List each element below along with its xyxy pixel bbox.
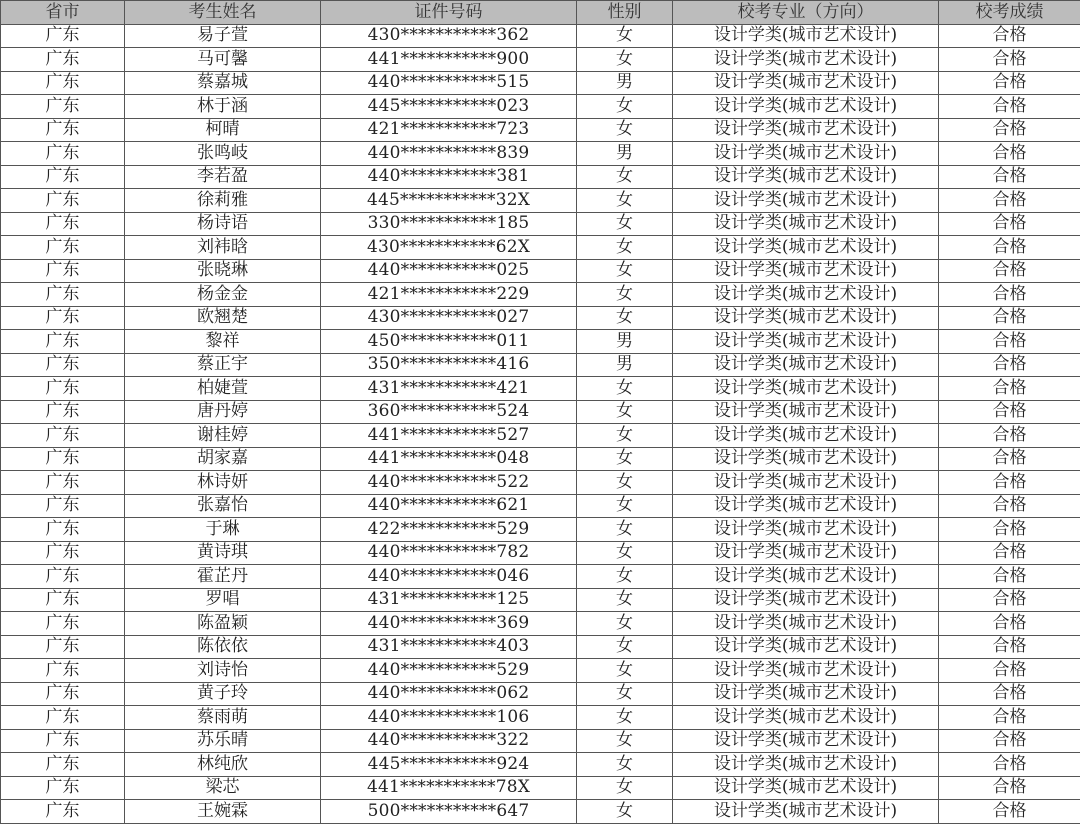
cell-name: 于琳: [125, 518, 321, 542]
cell-id-number: 440***********025: [321, 259, 577, 283]
table-row: [1, 424, 1080, 448]
cell-major: 设计学类(城市艺术设计): [673, 588, 939, 612]
cell-province: 广东: [1, 753, 125, 777]
cell-gender: 女: [577, 565, 673, 589]
cell-name: 陈盈颖: [125, 612, 321, 636]
cell-province: 广东: [1, 236, 125, 260]
cell-province: 广东: [1, 330, 125, 354]
cell-name: 易子萱: [125, 24, 321, 48]
cell-major: 设计学类(城市艺术设计): [673, 518, 939, 542]
cell-gender: 女: [577, 447, 673, 471]
cell-major: 设计学类(城市艺术设计): [673, 189, 939, 213]
table-row: [1, 518, 1080, 542]
cell-id-number: 440***********621: [321, 494, 577, 518]
header-name: 考生姓名: [125, 1, 321, 25]
cell-name: 林于涵: [125, 95, 321, 119]
cell-result: 合格: [939, 165, 1080, 189]
cell-id-number: 440***********782: [321, 541, 577, 565]
cell-province: 广东: [1, 400, 125, 424]
cell-province: 广东: [1, 283, 125, 307]
cell-province: 广东: [1, 306, 125, 330]
cell-result: 合格: [939, 377, 1080, 401]
cell-province: 广东: [1, 471, 125, 495]
cell-major: 设计学类(城市艺术设计): [673, 236, 939, 260]
cell-id-number: 440***********106: [321, 706, 577, 730]
cell-major: 设计学类(城市艺术设计): [673, 48, 939, 72]
table-row: [1, 447, 1080, 471]
cell-name: 陈依依: [125, 635, 321, 659]
table-row: [1, 95, 1080, 119]
table-row: [1, 541, 1080, 565]
cell-major: 设计学类(城市艺术设计): [673, 471, 939, 495]
cell-gender: 女: [577, 682, 673, 706]
cell-major: 设计学类(城市艺术设计): [673, 377, 939, 401]
cell-province: 广东: [1, 729, 125, 753]
cell-province: 广东: [1, 612, 125, 636]
cell-id-number: 440***********839: [321, 142, 577, 166]
cell-major: 设计学类(城市艺术设计): [673, 24, 939, 48]
cell-result: 合格: [939, 729, 1080, 753]
cell-id-number: 440***********369: [321, 612, 577, 636]
cell-id-number: 445***********924: [321, 753, 577, 777]
cell-name: 罗唱: [125, 588, 321, 612]
cell-province: 广东: [1, 259, 125, 283]
cell-id-number: 441***********048: [321, 447, 577, 471]
cell-id-number: 440***********522: [321, 471, 577, 495]
cell-gender: 女: [577, 165, 673, 189]
cell-province: 广东: [1, 424, 125, 448]
cell-major: 设计学类(城市艺术设计): [673, 259, 939, 283]
table-row: [1, 494, 1080, 518]
cell-province: 广东: [1, 494, 125, 518]
cell-result: 合格: [939, 659, 1080, 683]
cell-gender: 女: [577, 541, 673, 565]
cell-province: 广东: [1, 377, 125, 401]
cell-result: 合格: [939, 471, 1080, 495]
cell-result: 合格: [939, 400, 1080, 424]
cell-province: 广东: [1, 118, 125, 142]
cell-major: 设计学类(城市艺术设计): [673, 729, 939, 753]
cell-gender: 女: [577, 259, 673, 283]
table-row: [1, 259, 1080, 283]
table-row: [1, 729, 1080, 753]
cell-id-number: 445***********023: [321, 95, 577, 119]
cell-id-number: 431***********403: [321, 635, 577, 659]
cell-gender: 女: [577, 706, 673, 730]
cell-name: 王婉霖: [125, 800, 321, 824]
cell-name: 张晓琳: [125, 259, 321, 283]
cell-name: 柯晴: [125, 118, 321, 142]
table-row: [1, 776, 1080, 800]
cell-id-number: 431***********125: [321, 588, 577, 612]
cell-major: 设计学类(城市艺术设计): [673, 682, 939, 706]
cell-id-number: 440***********515: [321, 71, 577, 95]
cell-province: 广东: [1, 165, 125, 189]
cell-name: 黄诗琪: [125, 541, 321, 565]
cell-result: 合格: [939, 48, 1080, 72]
cell-name: 柏婕萱: [125, 377, 321, 401]
table-row: [1, 612, 1080, 636]
cell-name: 马可馨: [125, 48, 321, 72]
cell-name: 林诗妍: [125, 471, 321, 495]
cell-result: 合格: [939, 24, 1080, 48]
cell-gender: 女: [577, 283, 673, 307]
cell-result: 合格: [939, 189, 1080, 213]
cell-major: 设计学类(城市艺术设计): [673, 330, 939, 354]
table-row: [1, 753, 1080, 777]
cell-major: 设计学类(城市艺术设计): [673, 635, 939, 659]
cell-gender: 女: [577, 189, 673, 213]
cell-id-number: 440***********062: [321, 682, 577, 706]
cell-name: 刘诗怡: [125, 659, 321, 683]
table-row: [1, 588, 1080, 612]
cell-name: 蔡雨萌: [125, 706, 321, 730]
header-major: 校考专业（方向）: [673, 1, 939, 25]
cell-name: 欧翘楚: [125, 306, 321, 330]
cell-name: 唐丹婷: [125, 400, 321, 424]
cell-id-number: 431***********421: [321, 377, 577, 401]
cell-gender: 女: [577, 494, 673, 518]
cell-result: 合格: [939, 518, 1080, 542]
cell-id-number: 450***********011: [321, 330, 577, 354]
cell-gender: 男: [577, 142, 673, 166]
table-body: [1, 24, 1080, 823]
cell-id-number: 360***********524: [321, 400, 577, 424]
table-row: [1, 24, 1080, 48]
table-header: [1, 1, 1080, 25]
cell-gender: 女: [577, 118, 673, 142]
cell-major: 设计学类(城市艺术设计): [673, 565, 939, 589]
cell-result: 合格: [939, 706, 1080, 730]
cell-gender: 女: [577, 95, 673, 119]
cell-result: 合格: [939, 682, 1080, 706]
cell-result: 合格: [939, 776, 1080, 800]
cell-major: 设计学类(城市艺术设计): [673, 659, 939, 683]
cell-province: 广东: [1, 565, 125, 589]
cell-province: 广东: [1, 588, 125, 612]
table-row: [1, 330, 1080, 354]
cell-name: 刘袆晗: [125, 236, 321, 260]
cell-major: 设计学类(城市艺术设计): [673, 612, 939, 636]
cell-result: 合格: [939, 283, 1080, 307]
cell-name: 苏乐晴: [125, 729, 321, 753]
cell-gender: 女: [577, 306, 673, 330]
cell-gender: 男: [577, 71, 673, 95]
cell-province: 广东: [1, 635, 125, 659]
cell-result: 合格: [939, 424, 1080, 448]
cell-major: 设计学类(城市艺术设计): [673, 118, 939, 142]
cell-gender: 女: [577, 212, 673, 236]
cell-major: 设计学类(城市艺术设计): [673, 71, 939, 95]
cell-province: 广东: [1, 541, 125, 565]
cell-result: 合格: [939, 71, 1080, 95]
header-id-number: 证件号码: [321, 1, 577, 25]
cell-gender: 男: [577, 353, 673, 377]
cell-major: 设计学类(城市艺术设计): [673, 306, 939, 330]
cell-gender: 男: [577, 330, 673, 354]
cell-id-number: 421***********229: [321, 283, 577, 307]
cell-major: 设计学类(城市艺术设计): [673, 353, 939, 377]
cell-major: 设计学类(城市艺术设计): [673, 447, 939, 471]
cell-gender: 女: [577, 800, 673, 824]
cell-major: 设计学类(城市艺术设计): [673, 494, 939, 518]
table-row: [1, 306, 1080, 330]
cell-province: 广东: [1, 776, 125, 800]
header-row: [1, 1, 1080, 25]
cell-result: 合格: [939, 635, 1080, 659]
cell-province: 广东: [1, 682, 125, 706]
cell-result: 合格: [939, 612, 1080, 636]
table-row: [1, 471, 1080, 495]
cell-major: 设计学类(城市艺术设计): [673, 800, 939, 824]
cell-major: 设计学类(城市艺术设计): [673, 95, 939, 119]
cell-result: 合格: [939, 212, 1080, 236]
table-row: [1, 635, 1080, 659]
cell-result: 合格: [939, 142, 1080, 166]
cell-province: 广东: [1, 189, 125, 213]
cell-major: 设计学类(城市艺术设计): [673, 541, 939, 565]
cell-result: 合格: [939, 353, 1080, 377]
cell-result: 合格: [939, 753, 1080, 777]
cell-province: 广东: [1, 353, 125, 377]
cell-province: 广东: [1, 659, 125, 683]
cell-id-number: 350***********416: [321, 353, 577, 377]
cell-name: 黄子玲: [125, 682, 321, 706]
table-row: [1, 682, 1080, 706]
cell-major: 设计学类(城市艺术设计): [673, 706, 939, 730]
cell-province: 广东: [1, 212, 125, 236]
cell-province: 广东: [1, 706, 125, 730]
header-gender: 性别: [577, 1, 673, 25]
cell-name: 徐莉雅: [125, 189, 321, 213]
cell-province: 广东: [1, 48, 125, 72]
cell-id-number: 430***********62X: [321, 236, 577, 260]
cell-major: 设计学类(城市艺术设计): [673, 776, 939, 800]
cell-gender: 女: [577, 236, 673, 260]
cell-name: 蔡正宇: [125, 353, 321, 377]
table-row: [1, 165, 1080, 189]
table-row: [1, 189, 1080, 213]
table-row: [1, 48, 1080, 72]
cell-name: 蔡嘉城: [125, 71, 321, 95]
table-row: [1, 400, 1080, 424]
cell-gender: 女: [577, 518, 673, 542]
cell-major: 设计学类(城市艺术设计): [673, 283, 939, 307]
cell-province: 广东: [1, 518, 125, 542]
cell-id-number: 500***********647: [321, 800, 577, 824]
cell-name: 杨诗语: [125, 212, 321, 236]
cell-province: 广东: [1, 142, 125, 166]
cell-province: 广东: [1, 71, 125, 95]
cell-name: 谢桂婷: [125, 424, 321, 448]
cell-id-number: 441***********527: [321, 424, 577, 448]
cell-gender: 女: [577, 635, 673, 659]
cell-result: 合格: [939, 306, 1080, 330]
table-row: [1, 659, 1080, 683]
cell-id-number: 330***********185: [321, 212, 577, 236]
cell-gender: 女: [577, 48, 673, 72]
cell-province: 广东: [1, 24, 125, 48]
cell-result: 合格: [939, 236, 1080, 260]
cell-result: 合格: [939, 447, 1080, 471]
cell-result: 合格: [939, 800, 1080, 824]
cell-result: 合格: [939, 95, 1080, 119]
cell-result: 合格: [939, 494, 1080, 518]
cell-gender: 女: [577, 753, 673, 777]
cell-gender: 女: [577, 659, 673, 683]
table-row: [1, 71, 1080, 95]
header-result: 校考成绩: [939, 1, 1080, 25]
cell-result: 合格: [939, 330, 1080, 354]
table-row: [1, 706, 1080, 730]
table-row: [1, 142, 1080, 166]
cell-id-number: 430***********027: [321, 306, 577, 330]
cell-gender: 女: [577, 400, 673, 424]
cell-province: 广东: [1, 447, 125, 471]
cell-name: 张鸣岐: [125, 142, 321, 166]
cell-id-number: 445***********32X: [321, 189, 577, 213]
cell-id-number: 440***********322: [321, 729, 577, 753]
cell-name: 林纯欣: [125, 753, 321, 777]
table-row: [1, 236, 1080, 260]
cell-name: 黎祥: [125, 330, 321, 354]
cell-name: 李若盈: [125, 165, 321, 189]
cell-id-number: 441***********900: [321, 48, 577, 72]
cell-province: 广东: [1, 800, 125, 824]
cell-name: 梁芯: [125, 776, 321, 800]
cell-gender: 女: [577, 471, 673, 495]
cell-result: 合格: [939, 118, 1080, 142]
cell-id-number: 441***********78X: [321, 776, 577, 800]
cell-gender: 女: [577, 24, 673, 48]
cell-name: 胡家嘉: [125, 447, 321, 471]
cell-major: 设计学类(城市艺术设计): [673, 753, 939, 777]
cell-name: 霍芷丹: [125, 565, 321, 589]
cell-gender: 女: [577, 729, 673, 753]
cell-name: 杨金金: [125, 283, 321, 307]
table-row: [1, 377, 1080, 401]
cell-major: 设计学类(城市艺术设计): [673, 165, 939, 189]
table-row: [1, 212, 1080, 236]
cell-gender: 女: [577, 588, 673, 612]
cell-result: 合格: [939, 259, 1080, 283]
header-province: 省市: [1, 1, 125, 25]
cell-major: 设计学类(城市艺术设计): [673, 212, 939, 236]
table-row: [1, 353, 1080, 377]
cell-id-number: 440***********381: [321, 165, 577, 189]
cell-gender: 女: [577, 424, 673, 448]
cell-province: 广东: [1, 95, 125, 119]
table-row: [1, 283, 1080, 307]
cell-result: 合格: [939, 541, 1080, 565]
cell-major: 设计学类(城市艺术设计): [673, 400, 939, 424]
table-row: [1, 565, 1080, 589]
cell-gender: 女: [577, 776, 673, 800]
cell-result: 合格: [939, 565, 1080, 589]
cell-result: 合格: [939, 588, 1080, 612]
cell-id-number: 422***********529: [321, 518, 577, 542]
cell-name: 张嘉怡: [125, 494, 321, 518]
cell-id-number: 430***********362: [321, 24, 577, 48]
cell-gender: 女: [577, 612, 673, 636]
table-row: [1, 800, 1080, 824]
cell-id-number: 440***********529: [321, 659, 577, 683]
cell-major: 设计学类(城市艺术设计): [673, 424, 939, 448]
cell-id-number: 421***********723: [321, 118, 577, 142]
table-row: [1, 118, 1080, 142]
cell-gender: 女: [577, 377, 673, 401]
cell-major: 设计学类(城市艺术设计): [673, 142, 939, 166]
cell-id-number: 440***********046: [321, 565, 577, 589]
